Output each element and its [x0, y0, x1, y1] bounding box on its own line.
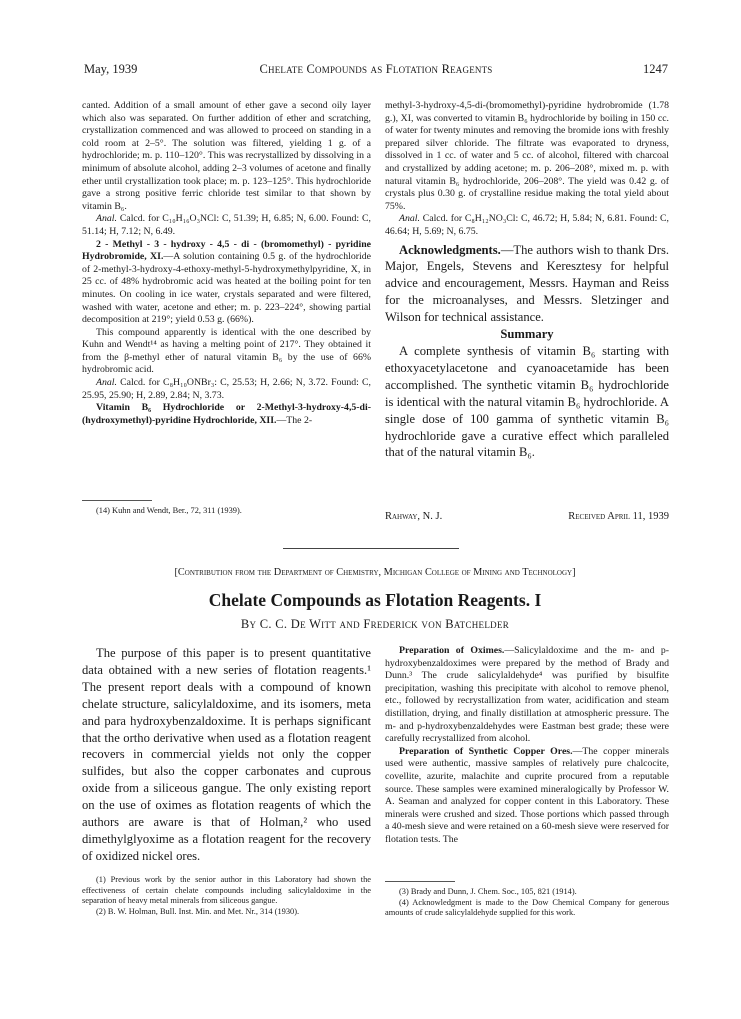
new-article-right-column: [385, 645, 669, 847]
anal-label: Anal.: [96, 213, 117, 225]
received-date: Received April 11, 1939: [568, 511, 669, 522]
compound-heading: 2 - Methyl - 3 - hydroxy - 4,5 - di - (bromomethyl) - pyridine Hydrobromide, XI.: [82, 238, 371, 263]
anal-text: Calcd. for C₈H₁₀ONBr₃: C, 25.53; H, 2.66; N, 3.72. Found: C, 25.95, 25.90; H, 2.89, 2.84; N, 3.73.: [82, 377, 371, 401]
compound-paragraph: [82, 402, 371, 427]
paragraph: methyl-3-hydroxy-4,5-di-(bromomethyl)-pyridine hydrobromide (1.78 g.), XI, was converted to vitamin B₆ hydrochloride by boiling in 150 cc. of water for twenty minutes and removing the bromide ions with freshly prepared silver chloride. The filtrate was evaporated to dryness, dissolved in 1 cc. of water and 5 cc. of alcohol, filtered with charcoal and crystallized by adding acetone; m. p. 206–208°, mixed m. p. with natural vitamin B₆ hydrochloride, 206–208°. The yield was 0.42 g. of crystals plus 0.30 g. of crystalline residue making the total yield about 75%.: [385, 100, 669, 212]
new-article-left-footnotes: [82, 875, 371, 917]
paragraph: canted. Addition of a small amount of ether gave a second oily layer which also was separated. On further addition of ether and scratching, crystallization commenced and was allowed to proceed on standing in a cold room at 2–5°. The solution was filtered, yielding 1 g. of a hydrochloride; m. p. 110–120°. This was recrystallized by dissolving in a minimum of absolute alcohol, adding 2–3 volumes of acetone and finally ether until crystallization took place; m. p. 123–125°. This hydrochloride gave a strong positive ferric chloride test similar to that shown by vitamin B₆.: [82, 100, 371, 212]
article-title: Chelate Compounds as Flotation Reagents. I: [208, 590, 542, 610]
oximes-heading: Preparation of Oximes.: [399, 645, 505, 656]
analysis-line: [82, 377, 371, 402]
footnote: (14) Kuhn and Wendt, Ber., 72, 311 (1939).: [96, 506, 242, 515]
oximes-paragraph: [385, 645, 669, 746]
contribution-line: [Contribution from the Department of Chemistry, Michigan College of Mining and Technology]: [174, 567, 576, 578]
footnote-rule: [82, 500, 152, 501]
prev-article-right-column: [385, 100, 669, 461]
prev-footnotes: [82, 500, 371, 517]
ores-text: —The copper minerals used were authentic, massive samples of relatively pure chalcocite, covellite, azurite, malachite and cuprite procured from a reputable source. These samples were examined mineralogically by Professor W. A. Seaman and analyzed for copper content in this Laboratory. These minerals were crushed and sized. Those portions which passed through a 40-mesh sieve and were retained on a 60-mesh sieve were reserved for flotation tests. The: [385, 745, 669, 845]
footnote: (3) Brady and Dunn, J. Chem. Soc., 105, 821 (1914).: [399, 887, 577, 896]
page-number: 1247: [643, 62, 668, 76]
page-header: [84, 62, 668, 82]
new-article-right-footnotes: [385, 881, 669, 919]
analysis-line: [385, 213, 669, 238]
oximes-text: —Salicylaldoxime and the m- and p-hydroxybenzaldoximes were prepared by the method of Brady and Dunn.³ The crude salicylaldehyde⁴ was purified by bisulfite precipitation, washing this precipitate with alcohol to remove phenol, etc., followed by recrystallization from water, acidification and steam distillation, drying, and finally distillation at atmospheric pressure. The m- and p-hydroxybenzaldehydes were Eastman best grade; these were carefully recrystallized from alcohol.: [385, 645, 670, 745]
footnote: (2) B. W. Holman, Bull. Inst. Min. and Met. Nr., 314 (1930).: [96, 906, 300, 916]
anal-text: Calcd. for C₁₀H₁₆O₃NCl: C, 51.39; H, 6.85; N, 6.00. Found: C, 51.14; H, 7.12; N, 6.49.: [82, 213, 371, 237]
intro-paragraph: The purpose of this paper is to present quantitative data obtained with a new series of flotation reagents.¹ The present report deals with a compound of known chelate structure, salicylaldoxime, and its isomers, meta and para hydroxybenzaldoxime. It is perhaps significant that the ortho derivative when used as a flotation reagent recovers in commercial yields not only the copper sulfides, but also the copper carbonates and cuprous oxide from a siliceous gangue. The only existing report on the use of oximes as flotation reagents of which the authors are aware is that of Holman,² who used dimethylglyoxime as a flotation reagent for the recovery of oxidized nickel ores.: [82, 646, 371, 863]
author-byline: By C. C. De Witt and Frederick von Batchelder: [240, 617, 510, 631]
acknowledgments-paragraph: [385, 242, 669, 327]
analysis-line: [82, 213, 371, 238]
compound-heading: Vitamin B₆ Hydrochloride or 2-Methyl-3-hydroxy-4,5-di-(hydroxymethyl)-pyridine Hydrochloride, XII.: [82, 402, 371, 426]
location: Rahway, N. J.: [385, 511, 443, 522]
prev-article-left-column: [82, 100, 371, 427]
compound-text: —A solution containing 0.5 g. of the hydrochloride of 2-methyl-3-hydroxy-4-ethoxy-methyl-5-hydroxymethylpyridine, X, in 25 cc. of 48% hydrobromic acid was heated at the boiling point for ten minutes. On cooling in ice water, crystals separated and were filtered, washed with water, acetone and ether; m. p. 223–224°, showing partial decomposition at 219°; yield 0.53 g. (66%).: [82, 251, 371, 326]
anal-label: Anal.: [399, 213, 420, 225]
new-article-left-column: [82, 645, 371, 865]
acknowledgments-heading: Acknowledgments.: [399, 242, 501, 257]
ores-paragraph: [385, 746, 669, 847]
compound-text: —The 2-: [276, 414, 313, 426]
article-divider: [283, 548, 459, 549]
anal-text: Calcd. for C₈H₁₂NO₃Cl: C, 46.72; H, 5.84; N, 6.81. Found: C, 46.64; H, 5.69; N, 6.75.: [385, 213, 670, 237]
footnote: (4) Acknowledgment is made to the Dow Chemical Company for generous amounts of crude salicylaldehyde supplied for this work.: [385, 897, 669, 918]
summary-heading: Summary: [500, 327, 554, 342]
header-date: May, 1939: [84, 62, 138, 76]
footnote: (1) Previous work by the senior author in this Laboratory had shown the effectiveness of certain chelate compounds including salicylaldoxime in the separation of heavy metal minerals from siliceous gangue.: [82, 875, 371, 906]
footnote-rule: [385, 881, 455, 882]
summary-text: A complete synthesis of vitamin B₆ starting with ethoxyacetylacetone and cyanoacetamide has been accomplished. The synthetic vitamin B₆ hydrochloride is identical with the natural vitamin B₆ hydrochloride. A single dose of 100 gamma of synthetic vitamin B₆ hydrochloride gave a curative effect which paralleled that of the natural vitamin B₆.: [385, 343, 669, 460]
acknowledgments-text: —The authors wish to thank Drs. Major, Engels, Stevens and Keresztesy for helpful advice and encouragement, Messrs. Hayman and Reiss for the microanalyses, and Messrs. Sletzinger and Wilson for technical assistance.: [385, 242, 669, 325]
paragraph: This compound apparently is identical with the one described by Kuhn and Wendt¹⁴ as having a melting point of 217°. They obtained it from the β-methyl ether of natural vitamin B₆ by the use of 66% hydrobromic acid.: [82, 326, 371, 376]
running-title: Chelate Compounds as Flotation Reagents: [259, 62, 493, 76]
ores-heading: Preparation of Synthetic Copper Ores.: [399, 745, 573, 757]
anal-label: Anal.: [96, 377, 117, 389]
signoff: [385, 511, 669, 525]
compound-paragraph: [82, 239, 371, 327]
